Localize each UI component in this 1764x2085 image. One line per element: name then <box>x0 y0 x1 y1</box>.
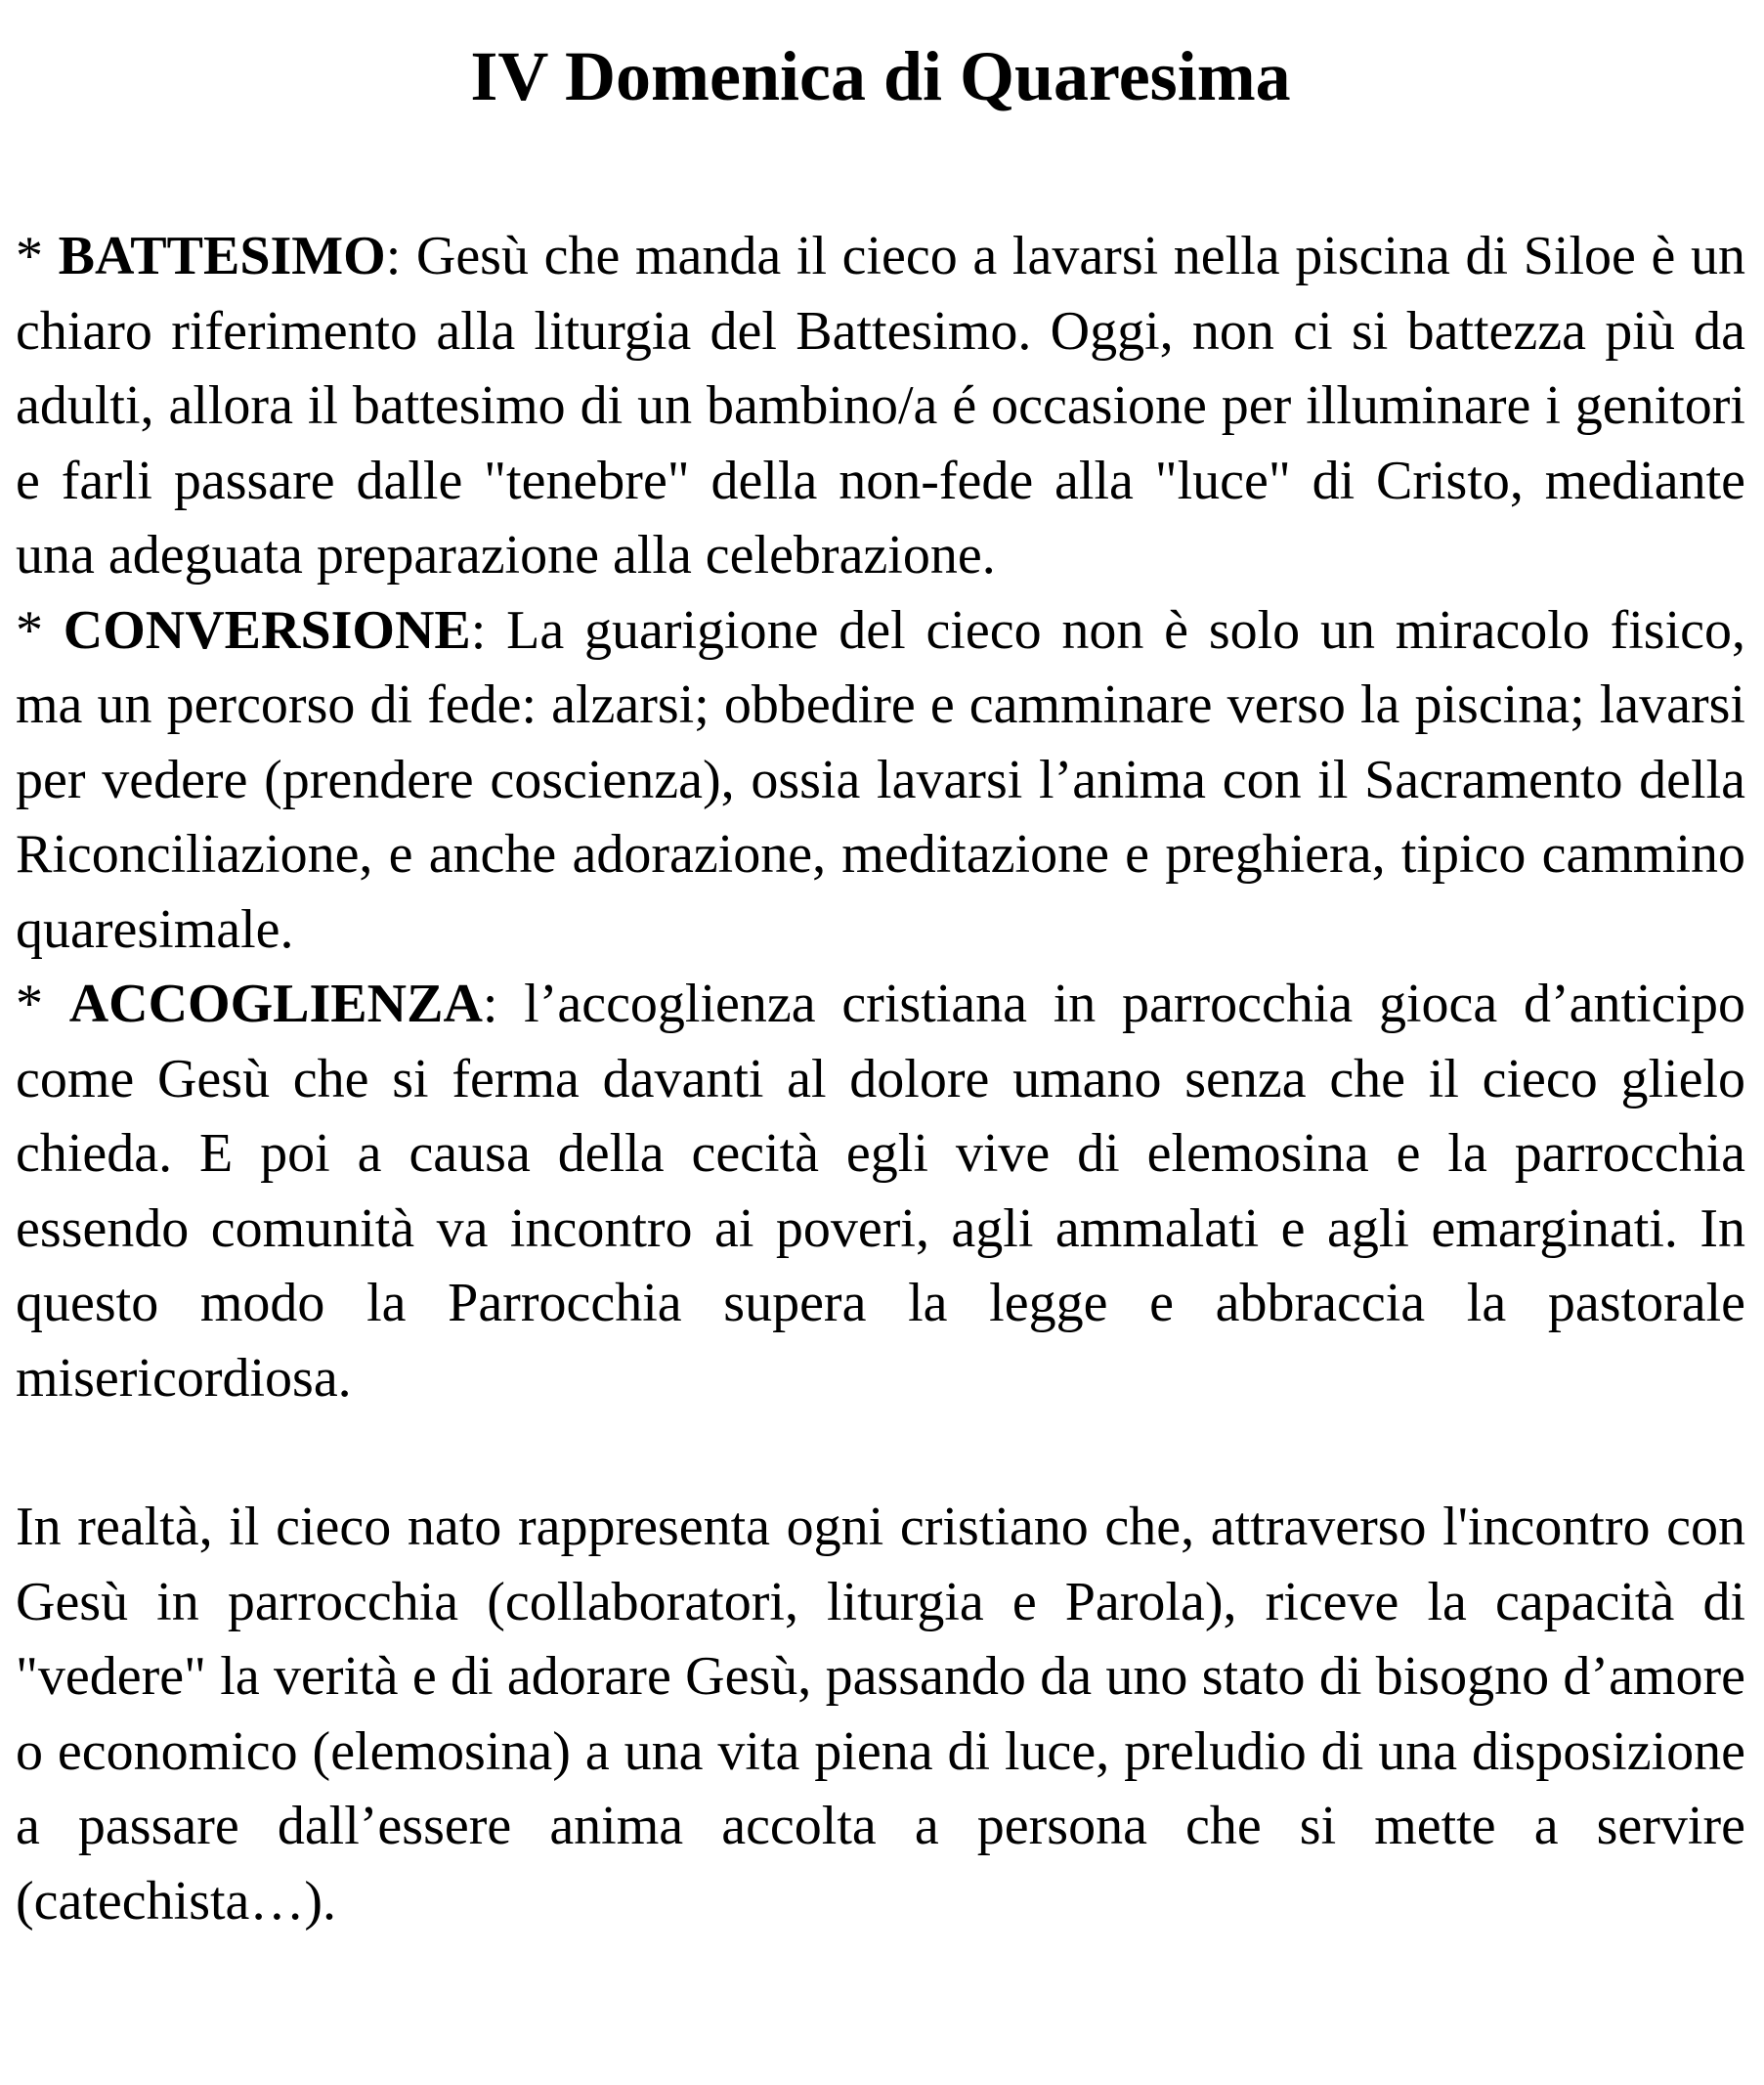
closing-paragraph: In realtà, il cieco nato rappresenta ogni cristiano che, attraverso l'incontro con Gesù in parrocchia (collaboratori, liturgia e Parola), riceve la capacità di "vedere" la verità e di adorare Gesù, passando da uno stato di bisogno d’amore o economico (elemosina) a una vita piena di luce, preludio di una disposizione a passare dall’essere anima accolta a persona che si mette a servire (catechista…). <box>16 1497 1745 1932</box>
section-keyword: CONVERSIONE <box>63 599 471 661</box>
document-page <box>16 27 1745 1938</box>
section-keyword: BATTESIMO <box>58 226 386 286</box>
section-text: : La guarigione del cieco non è solo un miracolo fisico, ma un percorso di fede: alzarsi; obbedire e camminare verso la piscina; lavarsi per vedere (prendere coscienza), ossia lavarsi l’anima con il Sacramento della Riconciliazione, e anche adorazione, meditazione e preghiera, tipico cammino quaresimale. <box>16 599 1745 960</box>
document-body <box>16 219 1745 1938</box>
section-conversione <box>16 593 1745 968</box>
section-bullet: * <box>16 974 69 1034</box>
section-text: : Gesù che manda il cieco a lavarsi nella piscina di Siloe è un chiaro riferimento alla liturgia del Battesimo. Oggi, non ci si battezza più da adulti, allora il battesimo di un bambino/a é occasione per illuminare i genitori e farli passare dalle "tenebre" della non-fede alla "luce" di Cristo, mediante una adeguata preparazione alla celebrazione. <box>16 226 1745 586</box>
paragraph-spacer <box>16 1415 1745 1490</box>
section-bullet: * <box>16 226 59 286</box>
page-title: IV Domenica di Quaresima <box>470 37 1291 115</box>
section-text: : l’accoglienza cristiana in parrocchia gioca d’anticipo come Gesù che si ferma davanti al dolore umano senza che il cieco glielo chieda. E poi a causa della cecità egli vive di elemosina e la parrocchia essendo comunità va incontro ai poveri, agli ammalati e agli emarginati. In questo modo la Parrocchia supera la legge e abbraccia la pastorale misericordiosa. <box>16 974 1746 1409</box>
section-accoglienza <box>16 967 1745 1415</box>
section-battesimo <box>16 219 1745 593</box>
section-keyword: ACCOGLIENZA <box>68 974 483 1034</box>
section-bullet: * <box>16 599 64 661</box>
